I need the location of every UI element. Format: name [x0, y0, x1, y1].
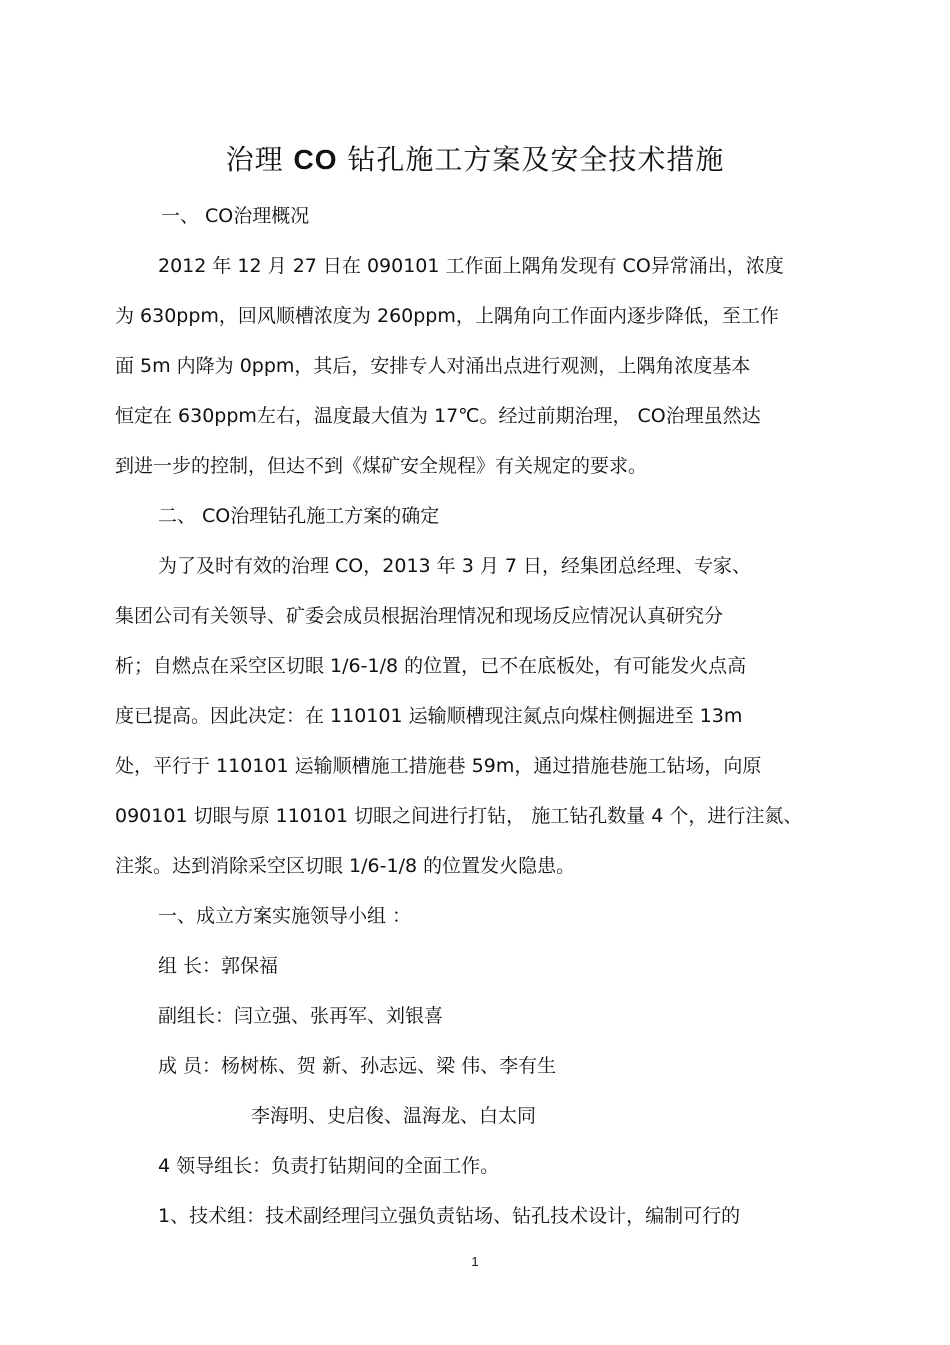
paragraph-line: 4 领导组长：负责打钻期间的全面工作。	[158, 1155, 500, 1177]
section-heading-2: 二、 CO治理钻孔施工方案的确定	[158, 505, 440, 527]
paragraph-line: 面 5m 内降为 0ppm，其后，安排专人对涌出点进行观测，上隅角浓度基本	[115, 355, 751, 377]
paragraph-line: 恒定在 630ppm左右，温度最大值为 17℃。经过前期治理， CO治理虽然达	[115, 405, 761, 427]
paragraph-line: 注浆。达到消除采空区切眼 1/6-1/8 的位置发火隐患。	[115, 855, 576, 877]
document-title	[0, 138, 950, 178]
paragraph-line: 集团公司有关领导、矿委会成员根据治理情况和现场反应情况认真研究分	[115, 605, 724, 627]
team-members-continued: 李海明、史启俊、温海龙、白太同	[251, 1105, 537, 1127]
title-co: CO	[293, 144, 338, 175]
page-number: 1	[471, 1254, 479, 1269]
team-members: 成 员：杨树栋、贺 新、孙志远、梁 伟、李有生	[158, 1055, 557, 1077]
subsection-heading: 一、成立方案实施领导小组 ：	[158, 905, 412, 927]
paragraph-line: 到进一步的控制，但达不到《煤矿安全规程》有关规定的要求。	[115, 455, 648, 477]
section-heading-1: 一、 CO治理概况	[161, 205, 310, 227]
paragraph-line: 090101 切眼与原 110101 切眼之间进行打钻， 施工钻孔数量 4 个，进行注氮、	[115, 805, 803, 827]
team-leader: 组 长：郭保福	[158, 955, 279, 977]
paragraph-line: 1、技术组：技术副经理闫立强负责钻场、钻孔技术设计，编制可行的	[158, 1205, 741, 1227]
paragraph-line: 2012 年 12 月 27 日在 090101 工作面上隅角发现有 CO异常涌出，浓度	[158, 255, 784, 277]
paragraph-line: 为 630ppm，回风顺槽浓度为 260ppm，上隅角向工作面内逐步降低，至工作	[115, 305, 779, 327]
paragraph-line: 处，平行于 110101 运输顺槽施工措施巷 59m，通过措施巷施工钻场，向原	[115, 755, 762, 777]
title-suffix: 钻孔施工方案及安全技术措施	[337, 143, 725, 176]
team-deputy-leaders: 副组长：闫立强、张再军、刘银喜	[158, 1005, 444, 1027]
paragraph-line: 为了及时有效的治理 CO，2013 年 3 月 7 日，经集团总经理、专家、	[158, 555, 751, 577]
paragraph-line: 度已提高。因此决定：在 110101 运输顺槽现注氮点向煤柱侧掘进至 13m	[115, 705, 743, 727]
title-prefix: 治理	[225, 143, 294, 176]
paragraph-line: 析；自燃点在采空区切眼 1/6-1/8 的位置，已不在底板处，有可能发火点高	[115, 655, 747, 677]
